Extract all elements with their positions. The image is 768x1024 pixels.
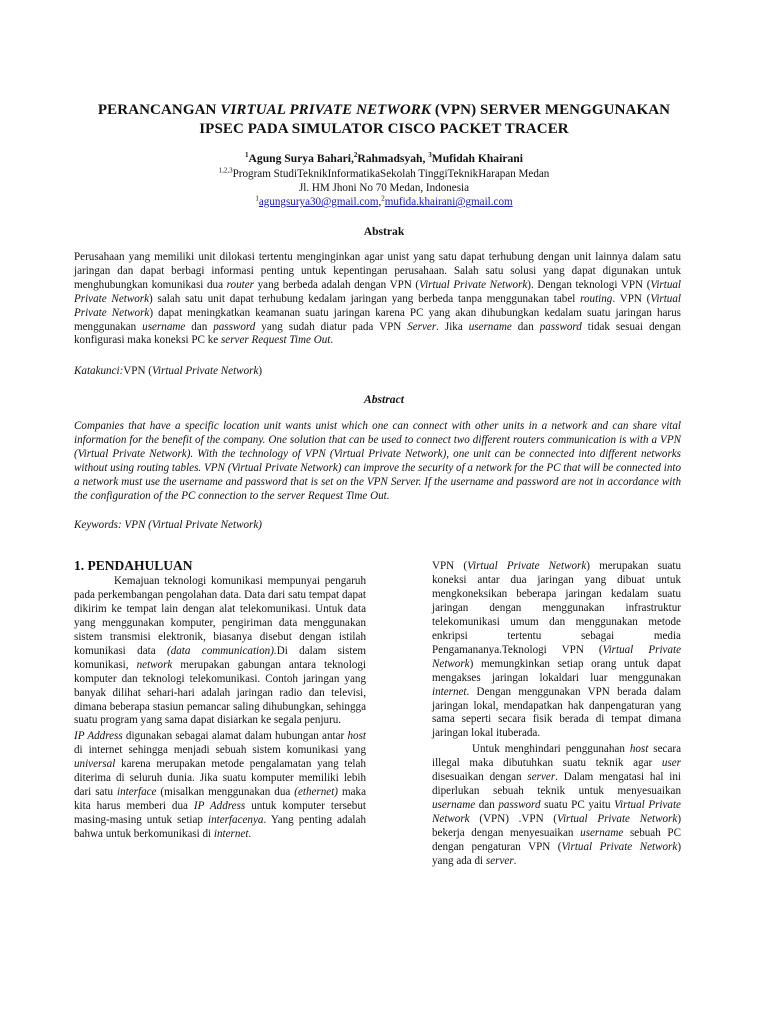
right-paragraph-2: Untuk menghindari penggunahan host secara illegal maka dibutuhkan suatu teknik agar user disesuaikan dengan server. Dalam mengatasi hal ini diperlukan sebuah teknik untuk menyesuaikan username dan password suatu PC yaitu Virtual Private Network (VPN) .VPN (Virtual Private Network) bekerja dengan menyesuaikan username sebuah PC dengan pengaturan VPN (Virtual Private Network) yang ada di server. — [432, 743, 682, 868]
affiliation-program: $^{1,2,3}$Program StudiTeknikInformatikaSekolah TinggiTeknikHarapan Medan — [218, 166, 550, 180]
affiliation — [70, 167, 698, 209]
author-3: Mufidah Khairani — [431, 152, 523, 165]
email-link-2[interactable]: mufida.khairani@gmail.com — [384, 196, 513, 208]
paper-title: PERANCANGAN VIRTUAL PRIVATE NETWORK (VPN) SERVER MENGGUNAKAN IPSEC PADA SIMULATOR CISCO PACKET TRACER — [97, 102, 671, 137]
abstract-heading: Abstract — [364, 393, 404, 406]
affiliation-address: Jl. HM Jhoni No 70 Medan, Indonesia — [298, 182, 470, 194]
left-column — [74, 559, 366, 842]
author-1: Agung Surya Bahari, — [248, 152, 354, 165]
email-link-1[interactable]: agungsurya30@gmail.com — [258, 196, 379, 208]
right-column — [432, 560, 681, 869]
keywords: Keywords: VPN (Virtual Private Network) — [74, 519, 262, 531]
left-paragraph-1: Kemajuan teknologi komunikasi mempunyai pengaruh pada perkembangan pengolahan data. Data dari satu tempat dapat dikirim ke tempat lain dengan alat telekomunikasi. Untuk data yang menggunakan komputer, pengiriman data menggunakan sistem transmisi elektronik, biasanya disebut dengan istilah komunikasi data (data communication).Di dalam sistem komunikasi, network merupakan gabungan antara teknologi komputer dan teknologi telekomunikasi. Contoh jaringan yang banyak dilihat sehari-hari adalah jaringan radio dan televisi, dimana beberapa stasiun pemancar saling dihubungkan, sehingga suatu program yang sama dapat disiarkan ke segala penjuru. — [74, 574, 366, 727]
abstrak-body: Perusahaan yang memiliki unit dilokasi tertentu menginginkan agar unist yang satu dapat terhubung dengan unit lainnya dalam satu jaringan dan dapat berbagi informasi penting untuk kepentingan perusahaan. Salah satu solusi yang dapat digunakan untuk menghubungkan komunikasi dua router yang berbeda adalah dengan VPN (Virtual Private Network). Dengan teknologi VPN (Virtual Private Network) salah satu unit dapat terhubung kedalam jaringan yang berbeda tanpa menggunakan tabel routing. VPN (Virtual Private Network) dapat meningkatkan keamanan suatu jaringan karena PC yang akan dihubungkan kedalam suatu jaringan harus menggunakan username dan password yang sudah diatur pada VPN Server. Jika username dan password tidak sesuai dengan konfigurasi maka koneksi PC ke server Request Time Out. — [74, 251, 682, 347]
abstract-body: Companies that have a specific location unit wants unist which one can connect with other units in a network and can share vital information for the benefit of the company. One solution that can be used to connect two different routers communication is with a VPN (Virtual Private Network). With the technology of VPN (Virtual Private Network), one unit can be connected into different networks without using routing tables. VPN (Virtual Private Network) can improve the security of a network for the PC that will be connected into a network must use the username and password that is set on the VPN Server. If the username and password are not in accordance with the configuration of the PC connection to the server Request Time Out. — [74, 420, 681, 502]
author-list: $^1$Agung Surya Bahari,$^2$Rahmadsyah, $^3$Mufidah Khairani — [245, 151, 523, 165]
author-2: Rahmadsyah, — [357, 152, 429, 165]
left-paragraph-2: IP Address digunakan sebagai alamat dalam hubungan antar host di internet sehingga menjadi sebuah sistem komunikasi yang universal karena merupakan metode pengalamatan yang telah diterima di seluruh dunia. Jika suatu komputer memiliki lebih dari satu interface (misalkan menggunakan dua (ethernet) maka kita harus memberi dua IP Address untuk komputer tersebut masing-masing untuk setiap interfacenya. Yang penting adalah bahwa untuk berkomunikasi di internet. — [74, 730, 366, 841]
katakunci: Katakunci:VPN (Virtual Private Network) — [74, 365, 263, 377]
abstrak-heading: Abstrak — [363, 225, 405, 238]
section-heading: 1. PENDAHULUAN — [74, 558, 193, 573]
right-paragraph-1: VPN (Virtual Private Network) merupakan suatu koneksi antar dua jaringan yang dibuat untuk mengkoneksikan beberapa jaringan kedalam suatu jaringan dengan menggunakan infrastruktur telekomunikasi umum dan menggunakan metode enkripsi tertentu sebagai media Pengamananya.Teknologi VPN (Virtual Private Network) memungkinkan setiap orang untuk dapat mengakses jaringan lokaldari luar menggunakan internet. Dengan menggunakan VPN berada dalam jaringan lokal, mendapatkan hak danpengaturan yang sama seperti secara fisik berada di tempat dimana jaringan lokal ituberada. — [432, 560, 682, 740]
email-line: $^1$agungsurya30@gmail.com,$^2$mufida.khairani@gmail.com — [255, 194, 513, 208]
